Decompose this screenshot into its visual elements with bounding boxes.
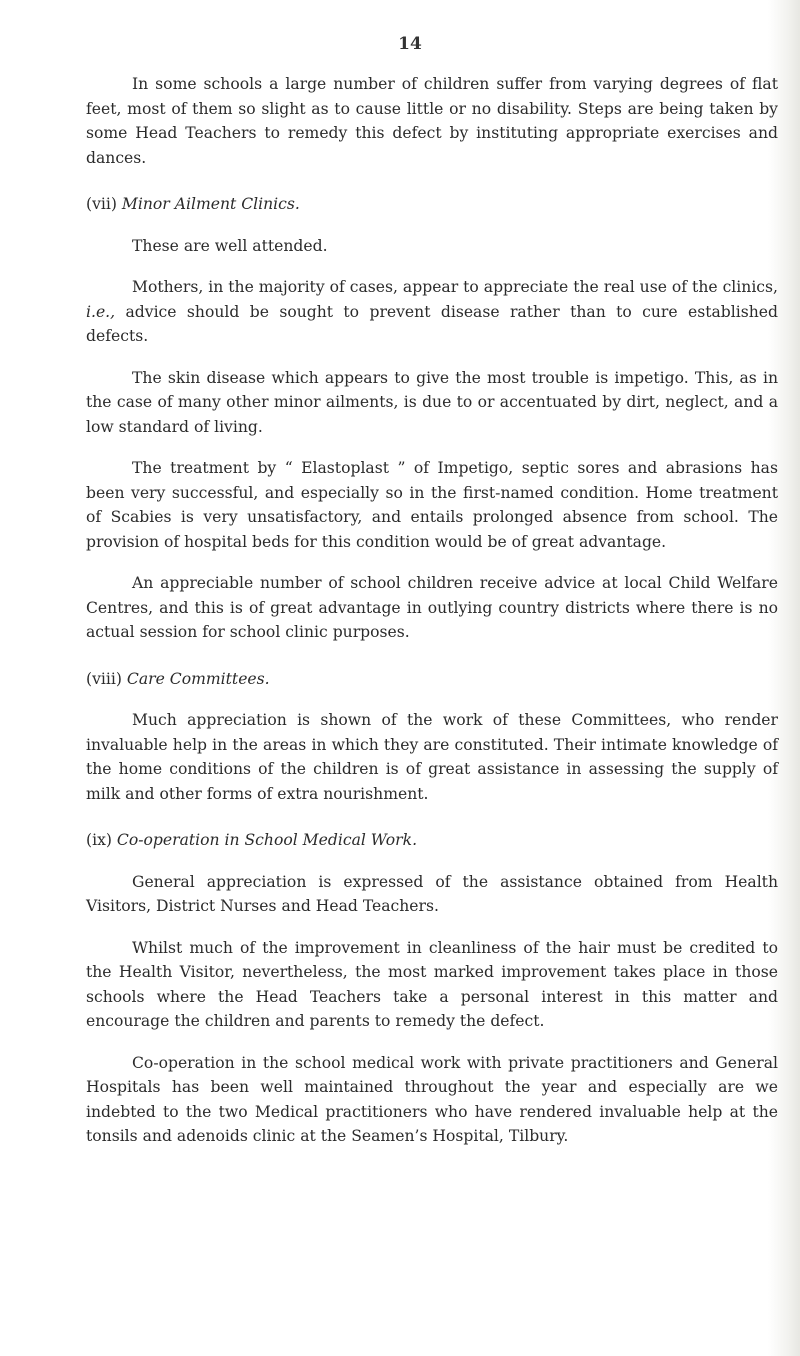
paragraph-committees: Much appreciation is shown of the work of these Committees, who render invaluable help in the areas in which they are constituted. Their intimate knowledge of the home conditions of the children is of great assistance in assessing the supply of milk and other forms of extra nourishment. bbox=[86, 711, 778, 803]
section-number: (vii) bbox=[86, 195, 117, 213]
paragraph-mothers-ie: i.e., bbox=[86, 302, 116, 321]
paragraph-cleanliness: Whilst much of the improvement in cleanliness of the hair must be credited to the Health Visitor, nevertheless, the most marked improvement takes place in those schools where the Head Teachers take a personal interest in this matter and encourage the children and parents to remedy the defect. bbox=[86, 938, 778, 1030]
section-title: Care Committees. bbox=[126, 669, 270, 688]
paragraph-child-welfare: An appreciable number of school children receive advice at local Child Welfare Centres, and this is of great advantage in outlying country districts where there is no actual session for school clinic purposes. bbox=[86, 574, 778, 641]
section-number: (viii) bbox=[86, 669, 122, 688]
paragraph-elastoplast: The treatment by “ Elastoplast ” of Impetigo, septic sores and abrasions has been very successful, and especially so in the first-named condition. Home treatment of Scabies is very unsatisfactory, and entails prolonged absence from school. The provision of hospital beds for this condition would be of great advantage. bbox=[86, 459, 778, 551]
page-number: 14 bbox=[398, 34, 422, 54]
paragraph-well-attended: These are well attended. bbox=[132, 236, 328, 255]
section-number: (ix) bbox=[86, 831, 112, 849]
section-heading-co-operation bbox=[86, 828, 778, 853]
section-title: Minor Ailment Clinics. bbox=[121, 195, 300, 213]
paragraph-appreciation: General appreciation is expressed of the assistance obtained from Health Visitors, District Nurses and Head Teachers. bbox=[86, 872, 778, 915]
section-heading-care-committees bbox=[86, 667, 778, 692]
paragraph-flat-feet: In some schools a large number of children suffer from varying degrees of flat feet, most of them so slight as to cause little or no disability. Steps are being taken by some Head Teachers to remedy this defect by instituting appropriate exercises and dances. bbox=[86, 75, 778, 167]
paragraph-mothers bbox=[86, 275, 778, 349]
section-heading-minor-ailment-clinics bbox=[86, 192, 778, 217]
paragraph-mothers-text-a: Mothers, in the majority of cases, appear to appreciate the real use of the clinics, bbox=[132, 278, 778, 296]
paragraph-practitioners: Co-operation in the school medical work with private practitioners and General Hospitals has been well maintained throughout the year and especially are we indebted to the two Medical practitioners who have rendered invaluable help at the tonsils and adenoids clinic at the Seamen’s Hospital, Tilbury. bbox=[86, 1053, 778, 1145]
paragraph-mothers-text-b: advice should be sought to prevent disease rather than to cure established defects. bbox=[86, 302, 778, 345]
section-title: Co-operation in School Medical Work. bbox=[116, 831, 418, 849]
page-body bbox=[86, 72, 778, 1149]
paragraph-skin-disease: The skin disease which appears to give the most trouble is impetigo. This, as in the case of many other minor ailments, is due to or accentuated by dirt, neglect, and a low standard of living. bbox=[86, 368, 778, 436]
